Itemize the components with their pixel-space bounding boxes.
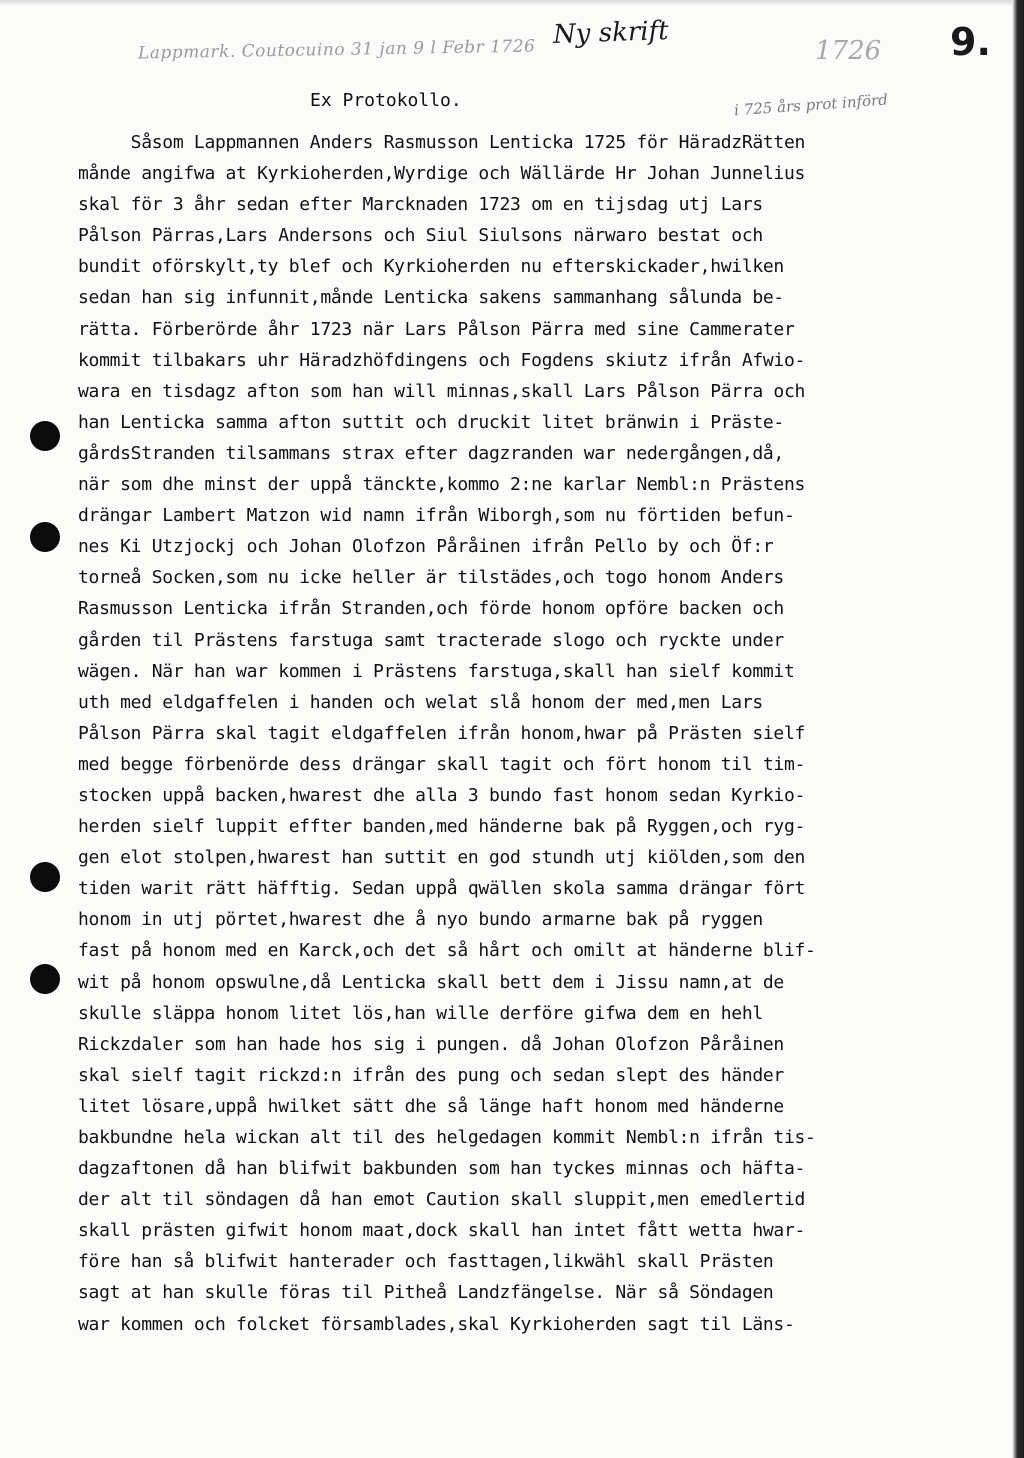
text-line: med begge förbenörde dess drängar skall tagit och fört honom til tim- — [78, 753, 806, 775]
text-line: dagzaftonen då han blifwit bakbunden som han tyckes minnas och häfta- — [78, 1158, 806, 1180]
text-line: sagt at han skulle föras til Pitheå Landzfängelse. När så Söndagen — [78, 1282, 774, 1304]
text-line: gen elot stolpen,hwarest han suttit en god stundh utj kiölden,som den — [78, 847, 806, 869]
text-line: månde angifwa at Kyrkioherden,Wyrdige och Wällärde Hr Johan Junnelius — [78, 163, 806, 185]
page-number: 9. — [950, 20, 991, 64]
text-line: Pålson Pärras,Lars Andersons och Siul Siulsons närwaro bestat och — [78, 225, 763, 247]
punch-hole — [30, 522, 60, 552]
text-line: gårdsStranden tilsammans strax efter dagzranden war nedergången,då, — [78, 442, 784, 464]
handwritten-header-note: Lappmark. Coutocuino 31 jan 9 l Febr 1726 — [137, 36, 536, 64]
text-line: honom in utj pörtet,hwarest dhe å nyo bundo armarne bak på ryggen — [78, 909, 763, 931]
document-title: Ex Protokollo. — [310, 90, 462, 111]
text-line: der alt til söndagen då han emot Caution skall sluppit,men emedlertid — [78, 1189, 806, 1211]
text-line: wit på honom opswulne,då Lenticka skall bett dem i Jissu namn,at de — [78, 971, 784, 993]
text-line: drängar Lambert Matzon wid namn ifrån Wiborgh,som nu förtiden befun- — [78, 505, 795, 527]
text-line: bundit oförskylt,ty blef och Kyrkioherden nu efterskickader,hwilken — [78, 256, 784, 278]
text-line: gården til Prästens farstuga samt tracterade slogo och ryckte under — [78, 629, 784, 651]
text-line: torneå Socken,som nu icke heller är tilstädes,och togo honom Anders — [78, 567, 784, 589]
text-line: kommit tilbakars uhr Häradzhöfdingens och Fogdens skiutz ifrån Afwio- — [78, 349, 806, 371]
handwritten-title: Ny skrift — [552, 15, 670, 51]
text-line: skall prästen gifwit honom maat,dock skall han intet fått wetta hwar- — [78, 1220, 806, 1242]
text-line: skal för 3 åhr sedan efter Marcknaden 1723 om en tijsdag utj Lars — [78, 194, 763, 216]
text-line: fast på honom med en Karck,och det så hårt och omilt at händerne blif- — [78, 940, 816, 962]
text-line: wara en tisdagz afton som han will minnas,skall Lars Pålson Pärra och — [78, 380, 806, 402]
handwritten-side-note: i 725 års prot införd — [733, 90, 889, 120]
text-line: litet lösare,uppå hwilket sätt dhe så länge haft honom med händerne — [78, 1095, 784, 1117]
text-line: sedan han sig infunnit,månde Lenticka sakens sammanhang sålunda be- — [78, 287, 784, 309]
text-line: skulle släppa honom litet lös,han wille derföre gifwa dem en hehl — [78, 1002, 763, 1024]
text-line: war kommen och folcket församblades,skal Kyrkioherden sagt til Läns- — [78, 1313, 795, 1335]
page-right-edge — [1012, 0, 1024, 1458]
page-top-edge — [0, 0, 1024, 6]
punch-hole — [30, 421, 60, 451]
text-line: han Lenticka samma afton suttit och druckit litet bränwin i Präste- — [78, 411, 784, 433]
text-line: uth med eldgaffelen i handen och welat slå honom der med,men Lars — [78, 691, 763, 713]
text-line: Såsom Lappmannen Anders Rasmusson Lenticka 1725 för HäradzRätten — [78, 132, 806, 153]
punch-hole — [30, 862, 60, 892]
text-line: bakbundne hela wickan alt til des helgedagen kommit Nembl:n ifrån tis- — [78, 1127, 816, 1148]
text-line: Pålson Pärra skal tagit eldgaffelen ifrån honom,hwar på Prästen sielf — [78, 722, 806, 744]
text-line: före han så blifwit hanterader och fasttagen,likwähl skall Prästen — [78, 1251, 774, 1273]
text-line: Rickzdaler som han hade hos sig i pungen. då Johan Olofzon Påråinen — [78, 1033, 784, 1055]
document-body — [78, 127, 958, 1340]
text-line: tiden warit rätt häfftig. Sedan uppå qwällen skola samma drängar fört — [78, 878, 806, 900]
text-line: rätta. Förberörde åhr 1723 när Lars Pålson Pärra med sine Cammerater — [78, 318, 795, 340]
text-line: stocken uppå backen,hwarest dhe alla 3 bundo fast honom sedan Kyrkio- — [78, 784, 806, 806]
handwritten-year: 1726 — [815, 36, 882, 66]
text-line: skal sielf tagit rickzd:n ifrån des pung och sedan slept des händer — [78, 1064, 784, 1086]
text-line: när som dhe minst der uppå tänckte,kommo 2:ne karlar Nembl:n Prästens — [78, 474, 806, 496]
text-line: herden sielf luppit effter banden,med händerne bak på Ryggen,och ryg- — [78, 816, 806, 838]
punch-hole — [30, 964, 60, 994]
text-line: Rasmusson Lenticka ifrån Stranden,och förde honom opföre backen och — [78, 598, 784, 620]
text-line: nes Ki Utzjockj och Johan Olofzon Påråinen ifrån Pello by och Öf:r — [78, 536, 774, 558]
text-line: wägen. När han war kommen i Prästens farstuga,skall han sielf kommit — [78, 660, 795, 682]
